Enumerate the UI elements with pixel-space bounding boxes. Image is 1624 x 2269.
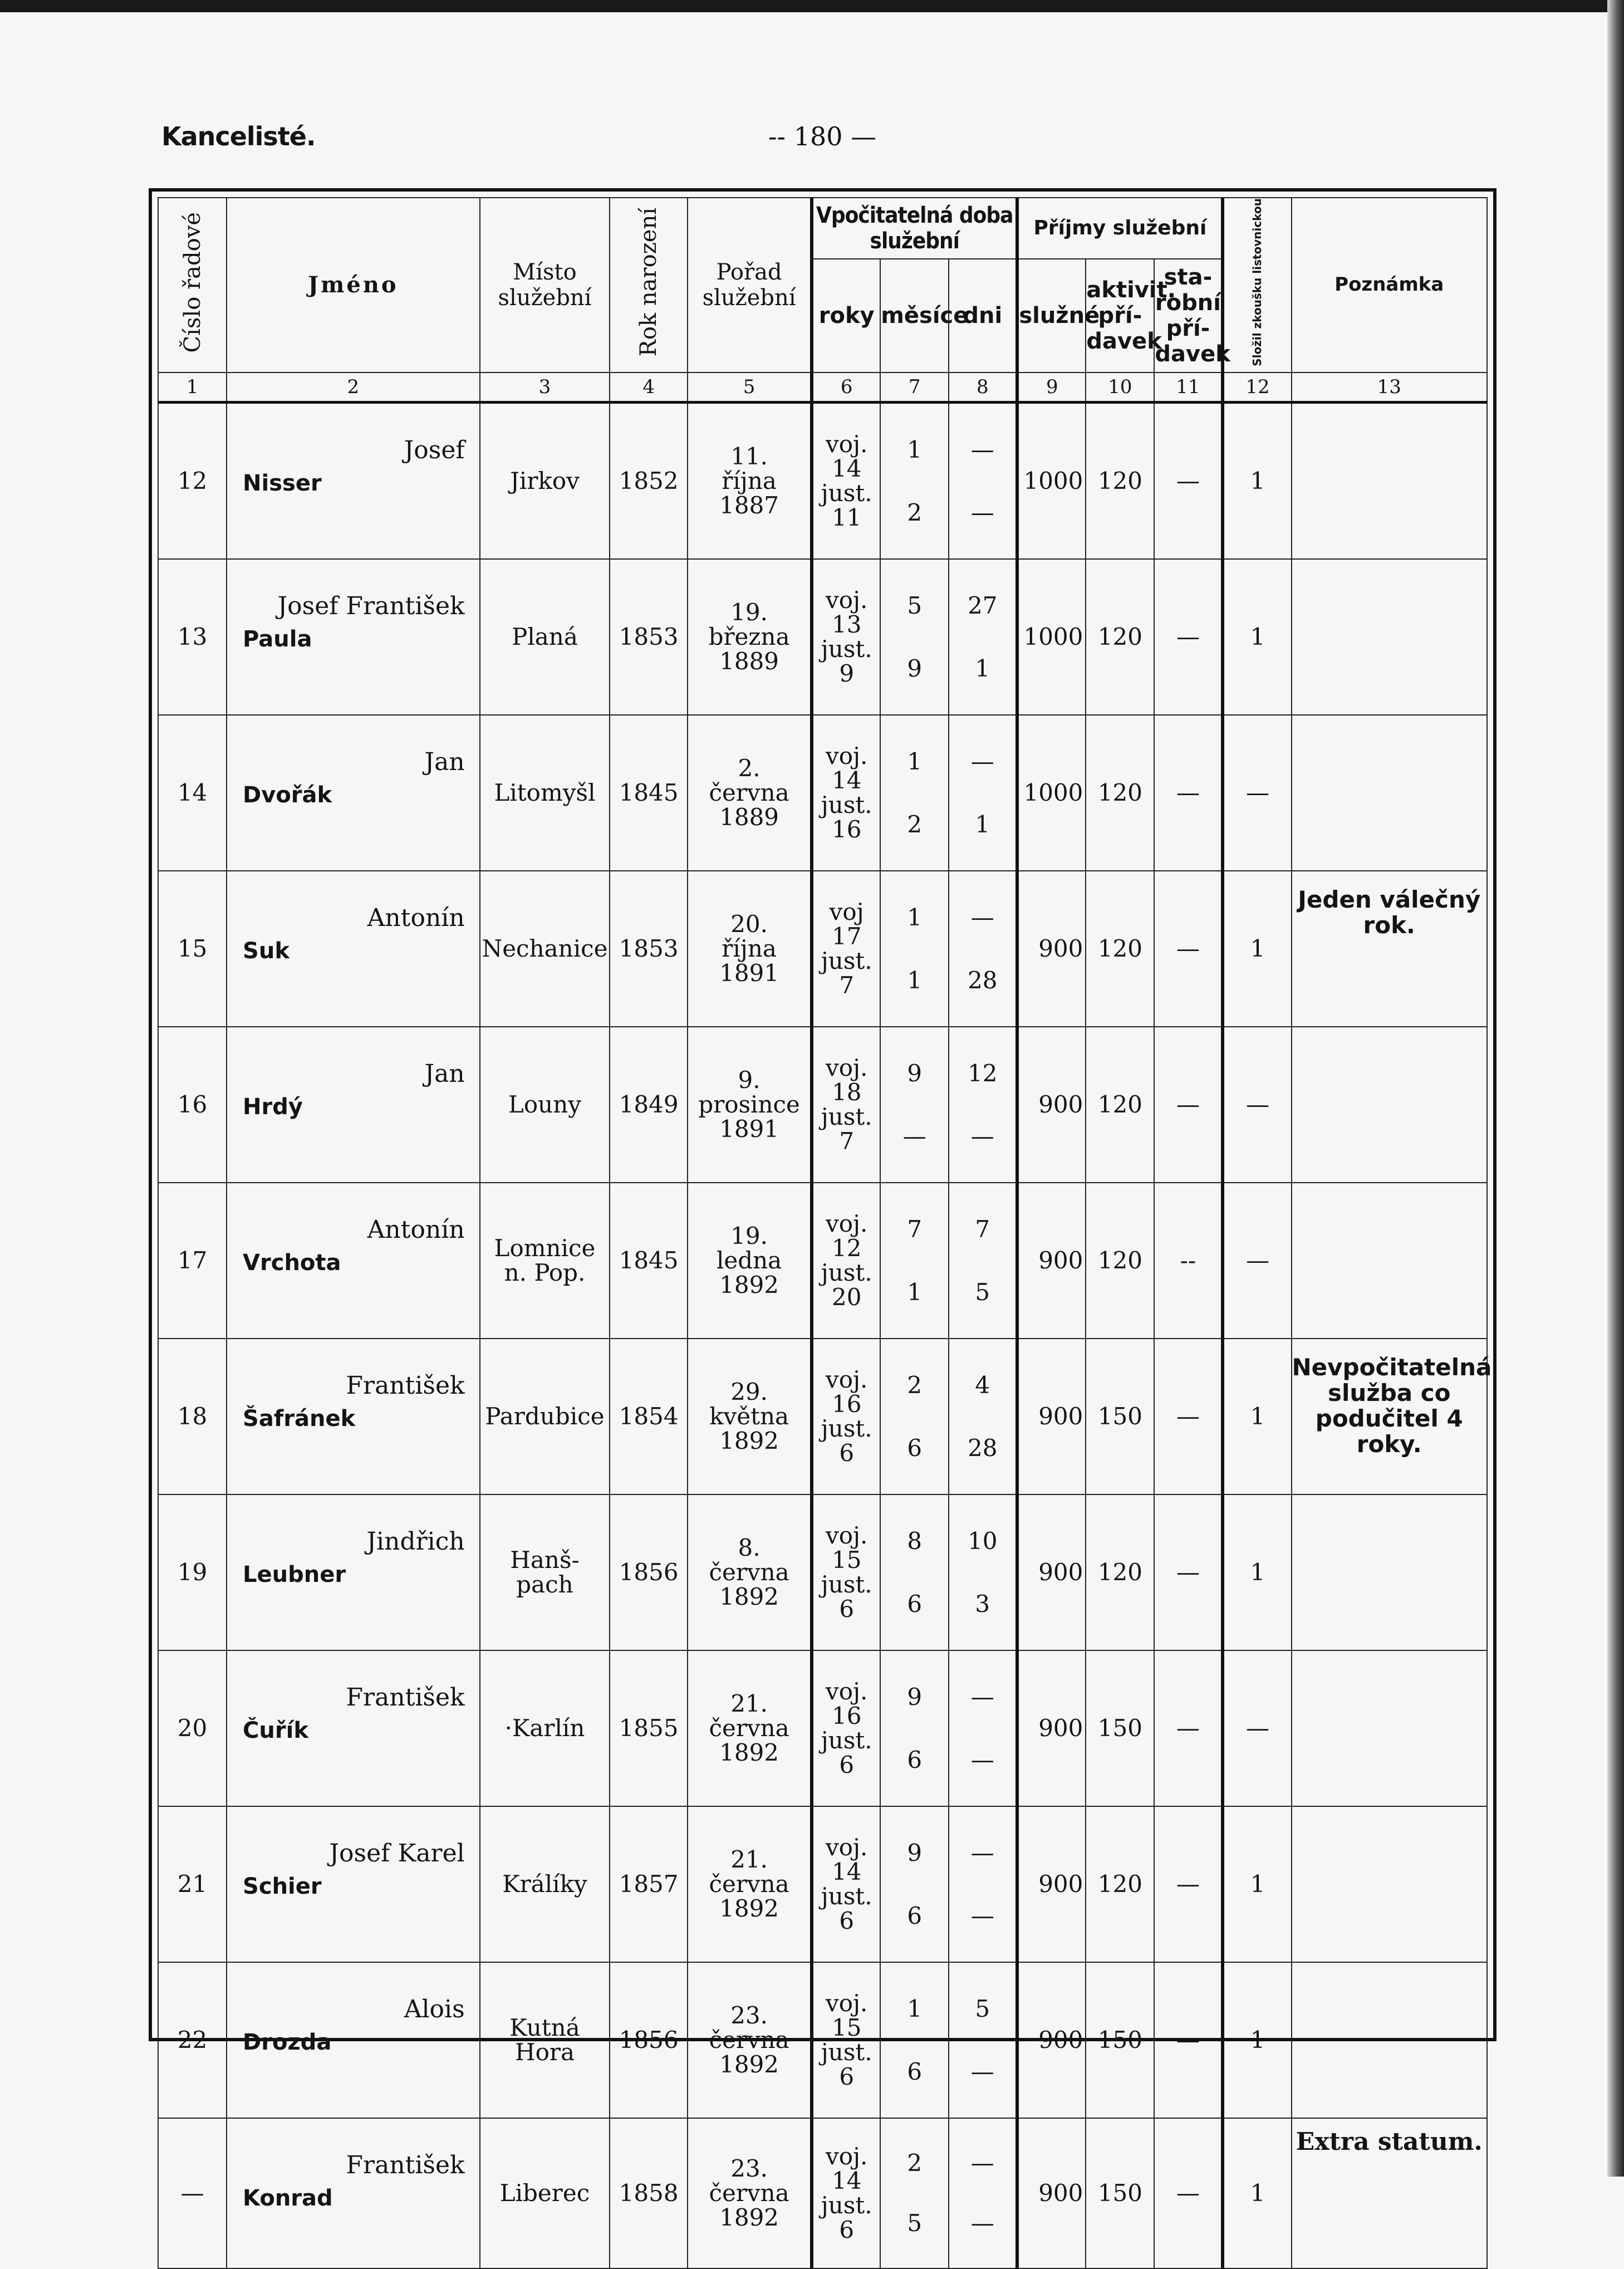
remark: Nevpočitatelná služba co podučitel 4 roky. [1292,1339,1487,1494]
person-name [227,2118,480,2268]
row-number: 12 [158,402,227,559]
col-header-income: Příjmy služební [1017,198,1223,259]
person-name [227,1183,480,1339]
given-name: František [346,1371,465,1400]
age-bonus: — [1154,559,1223,715]
service-place: Lomnice n. Pop. [480,1183,610,1339]
service-place: Pardubice [480,1339,610,1494]
page-number: -- 180 — [768,121,877,151]
row-number: 22 [158,1962,227,2118]
birth-year: 1852 [610,402,688,559]
person-name [227,1650,480,1806]
activity-bonus: 120 [1086,1183,1154,1339]
col-header-days: dni [949,259,1017,373]
birth-year: 1849 [610,1027,688,1183]
service-days: — — [949,2118,1017,2268]
age-bonus: — [1154,1806,1223,1962]
column-number: 12 [1223,373,1291,403]
table-row [158,1027,1487,1183]
activity-bonus: 120 [1086,715,1154,871]
table-row [158,1183,1487,1339]
row-number: 14 [158,715,227,871]
table-row [158,2118,1487,2268]
person-name [227,402,480,559]
col-header-order: Pořad služební [688,198,812,373]
birth-year: 1854 [610,1339,688,1494]
remark [1292,1183,1487,1339]
service-years: voj. 16 just. 6 [812,1339,880,1494]
table-row [158,715,1487,871]
row-number: 15 [158,871,227,1027]
column-number: 1 [158,373,227,403]
service-place: Planá [480,559,610,715]
age-bonus: — [1154,1339,1223,1494]
salary: 900 [1017,871,1086,1027]
service-place: Kutná Hora [480,1962,610,2118]
column-number: 13 [1292,373,1487,403]
service-months: 8 6 [880,1494,949,1650]
service-days: — — [949,402,1017,559]
service-order-date: 23. června 1892 [688,1962,812,2118]
person-name [227,1494,480,1650]
service-months: 7 1 [880,1183,949,1339]
exam-passed: — [1223,1650,1291,1806]
activity-bonus: 120 [1086,1806,1154,1962]
service-years: voj. 16 just. 6 [812,1650,880,1806]
exam-passed: 1 [1223,871,1291,1027]
service-days: 7 5 [949,1183,1017,1339]
service-years: voj. 14 just. 16 [812,715,880,871]
activity-bonus: 150 [1086,1339,1154,1494]
service-order-date: 19. ledna 1892 [688,1183,812,1339]
service-years: voj. 12 just. 20 [812,1183,880,1339]
table-row [158,1494,1487,1650]
given-name: František [346,1683,465,1712]
age-bonus: — [1154,402,1223,559]
service-days: — 1 [949,715,1017,871]
service-months: 2 5 [880,2118,949,2268]
given-name: Antonín [367,1215,465,1244]
column-number: 9 [1017,373,1086,403]
remark [1292,1650,1487,1806]
row-number: 13 [158,559,227,715]
surname: Nisser [243,470,322,496]
activity-bonus: 150 [1086,1650,1154,1806]
surname: Vrchota [243,1249,341,1276]
person-name [227,1806,480,1962]
exam-passed: 1 [1223,1962,1291,2118]
salary: 900 [1017,1027,1086,1183]
birth-year: 1845 [610,1183,688,1339]
activity-bonus: 120 [1086,871,1154,1027]
birth-year: 1855 [610,1650,688,1806]
service-days: — — [949,1650,1017,1806]
table-row [158,1339,1487,1494]
activity-bonus: 150 [1086,1962,1154,2118]
birth-year: 1853 [610,871,688,1027]
service-years: voj. 15 just. 6 [812,1494,880,1650]
service-years: voj. 13 just. 9 [812,559,880,715]
service-months: 5 9 [880,559,949,715]
remark: Jeden válečný rok. [1292,871,1487,1027]
service-days: — — [949,1806,1017,1962]
age-bonus: — [1154,1962,1223,2118]
column-number: 8 [949,373,1017,403]
remark [1292,559,1487,715]
row-number: — [158,2118,227,2268]
birth-year: 1853 [610,559,688,715]
salary: 900 [1017,1183,1086,1339]
column-number: 2 [227,373,480,403]
person-name [227,1339,480,1494]
col-header-born: Rok narození [610,198,688,373]
age-bonus: — [1154,1027,1223,1183]
salary: 900 [1017,1650,1086,1806]
birth-year: 1856 [610,1962,688,2118]
service-order-date: 29. května 1892 [688,1339,812,1494]
row-number: 20 [158,1650,227,1806]
activity-bonus: 120 [1086,559,1154,715]
remark [1292,1806,1487,1962]
service-months: 1 1 [880,871,949,1027]
service-place: Louny [480,1027,610,1183]
service-days: 10 3 [949,1494,1017,1650]
row-number: 21 [158,1806,227,1962]
service-months: 2 6 [880,1339,949,1494]
activity-bonus: 120 [1086,402,1154,559]
col-header-months: měsíce [880,259,949,373]
service-days: — 28 [949,871,1017,1027]
surname: Leubner [243,1561,346,1587]
column-number: 7 [880,373,949,403]
surname: Schier [243,1873,322,1899]
birth-year: 1857 [610,1806,688,1962]
col-header-place: Místo služební [480,198,610,373]
service-days: 4 28 [949,1339,1017,1494]
activity-bonus: 120 [1086,1027,1154,1183]
salary: 1000 [1017,715,1086,871]
salary: 900 [1017,2118,1086,2268]
surname: Dvořák [243,782,332,808]
service-months: 9 — [880,1027,949,1183]
service-place: Nechanice [480,871,610,1027]
service-years: voj. 18 just. 7 [812,1027,880,1183]
surname: Konrad [243,2185,333,2211]
column-number: 6 [812,373,880,403]
given-name: Jan [424,747,465,776]
age-bonus: — [1154,715,1223,871]
given-name: Jan [424,1059,465,1088]
surname: Suk [243,938,290,964]
table-row [158,1806,1487,1962]
salary: 1000 [1017,559,1086,715]
row-number: 19 [158,1494,227,1650]
given-name: František [346,2150,465,2179]
birth-year: 1845 [610,715,688,871]
column-number: 4 [610,373,688,403]
scan-border-right [1607,0,1624,2177]
given-name: Josef Karel [329,1839,465,1868]
surname: Paula [243,626,312,652]
col-header-salary: služné [1017,259,1086,373]
service-months: 1 2 [880,402,949,559]
col-header-exam: Složil zkoušku listovnickou [1223,198,1291,373]
age-bonus: — [1154,1494,1223,1650]
remark [1292,402,1487,559]
col-header-number: Číslo řadové [158,198,227,373]
col-header-note: Poznámka [1292,198,1487,373]
service-months: 1 2 [880,715,949,871]
remark [1292,1962,1487,2118]
surname: Šafránek [243,1405,356,1432]
exam-passed: — [1223,715,1291,871]
service-order-date: 2. června 1889 [688,715,812,871]
person-name [227,1027,480,1183]
table-row [158,1962,1487,2118]
col-header-activity-bonus: aktivit. pří- davek [1086,259,1154,373]
service-place: Hanš- pach [480,1494,610,1650]
remark [1292,1027,1487,1183]
age-bonus: — [1154,871,1223,1027]
birth-year: 1858 [610,2118,688,2268]
exam-passed: 1 [1223,1339,1291,1494]
service-years: voj. 14 just. 6 [812,1806,880,1962]
column-number: 3 [480,373,610,403]
age-bonus: — [1154,2118,1223,2268]
exam-passed: — [1223,1183,1291,1339]
service-days: 27 1 [949,559,1017,715]
service-order-date: 11. října 1887 [688,402,812,559]
service-place: Jirkov [480,402,610,559]
age-bonus: — [1154,1650,1223,1806]
exam-passed: — [1223,1027,1291,1183]
service-days: 5 — [949,1962,1017,2118]
activity-bonus: 120 [1086,1494,1154,1650]
column-number: 5 [688,373,812,403]
person-name [227,715,480,871]
given-name: Josef [404,435,465,464]
service-years: voj. 15 just. 6 [812,1962,880,2118]
register-table-frame [149,188,1497,2243]
service-years: voj. 14 just. 11 [812,402,880,559]
column-number: 11 [1154,373,1223,403]
table-row [158,1650,1487,1806]
given-name: Josef František [277,591,465,620]
person-name [227,871,480,1027]
service-years: voj. 14 just. 6 [812,2118,880,2268]
remark: Extra statum. [1292,2118,1487,2268]
salary: 900 [1017,1494,1086,1650]
remark [1292,1494,1487,1650]
service-place: Litomyšl [480,715,610,871]
service-order-date: 21. června 1892 [688,1650,812,1806]
service-order-date: 9. prosince 1891 [688,1027,812,1183]
service-order-date: 19. března 1889 [688,559,812,715]
service-order-date: 20. října 1891 [688,871,812,1027]
service-years: voj 17 just. 7 [812,871,880,1027]
surname: Hrdý [243,1094,303,1120]
service-place: ·Karlín [480,1650,610,1806]
given-name: Antonín [367,903,465,932]
service-place: Králíky [480,1806,610,1962]
table-row [158,871,1487,1027]
age-bonus: -- [1154,1183,1223,1339]
scan-border-top [0,0,1624,12]
salary: 900 [1017,1962,1086,2118]
salary: 900 [1017,1339,1086,1494]
surname: Drozda [243,2029,332,2055]
exam-passed: 1 [1223,2118,1291,2268]
table-row [158,559,1487,715]
col-header-age-bonus: sta- robní pří- davek [1154,259,1223,373]
surname: Čuřík [243,1717,308,1743]
given-name: Jindřich [366,1527,465,1556]
person-name [227,1962,480,2118]
exam-passed: 1 [1223,402,1291,559]
register-table [158,197,1492,2269]
row-number: 18 [158,1339,227,1494]
table-row [158,402,1487,559]
service-months: 9 6 [880,1650,949,1806]
row-number: 17 [158,1183,227,1339]
service-months: 9 6 [880,1806,949,1962]
salary: 1000 [1017,402,1086,559]
service-place: Liberec [480,2118,610,2268]
activity-bonus: 150 [1086,2118,1154,2268]
service-order-date: 8. června 1892 [688,1494,812,1650]
row-number: 16 [158,1027,227,1183]
col-header-service-period: Vpočitatelná doba služební [812,198,1017,259]
page-header [0,121,1624,155]
service-order-date: 23. června 1892 [688,2118,812,2268]
register-body [158,373,1492,2268]
column-number: 10 [1086,373,1154,403]
exam-passed: 1 [1223,1494,1291,1650]
section-title: Kancelisté. [161,121,316,151]
column-number-row [158,373,1487,403]
service-days: 12 — [949,1027,1017,1183]
col-header-name: Jméno [227,198,480,373]
exam-passed: 1 [1223,1806,1291,1962]
remark [1292,715,1487,871]
birth-year: 1856 [610,1494,688,1650]
person-name [227,559,480,715]
service-order-date: 21. června 1892 [688,1806,812,1962]
col-header-years: roky [812,259,880,373]
salary: 900 [1017,1806,1086,1962]
given-name: Alois [404,1994,465,2023]
service-months: 1 6 [880,1962,949,2118]
exam-passed: 1 [1223,559,1291,715]
